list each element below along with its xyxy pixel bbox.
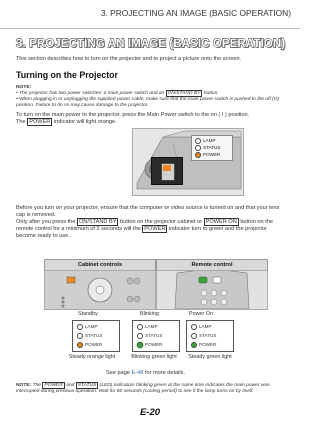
fig-status-row — [195, 145, 220, 151]
power-dot-orange-icon — [77, 342, 83, 348]
main-power-switch-icon — [151, 157, 183, 185]
running-header — [0, 0, 300, 29]
led-lamp-row — [191, 324, 212, 330]
note2-label: NOTE: — [16, 383, 32, 388]
lamp-dot-icon — [137, 324, 143, 330]
note2-a: The — [31, 383, 43, 388]
see-page-pre: See page — [106, 370, 132, 376]
cabinet-controls-figure — [44, 270, 156, 310]
note-bullet-1-post: button. — [202, 91, 219, 96]
note-bullet-2: • When plugging in or unplugging the supplied power cable, make sure that the main power switch is pushed to the off (O) position. Failure to do so may cause damage to the projector. — [16, 97, 280, 108]
note2-c: and — [64, 383, 76, 388]
note2-block — [16, 383, 288, 395]
state-power-on-label: Power On — [189, 311, 213, 317]
caption-steady-green: Steady green light — [188, 354, 232, 360]
page-title: 3. PROJECTING AN IMAGE (BASIC OPERATION) — [16, 38, 286, 50]
power-label-box: POWER — [29, 119, 51, 125]
state-standby-label: Standby — [78, 311, 98, 317]
p3-a: Only after you press the — [16, 219, 77, 225]
led-lamp-label: LAMP — [145, 324, 158, 330]
p3-c: button on the projector cabinet or — [118, 219, 204, 225]
see-page-link[interactable]: E-48 — [131, 370, 144, 376]
caption-blinking-green: Blinking green light — [131, 354, 177, 360]
state-blinking-label: Blinking — [140, 311, 159, 317]
on-standby-label: ON/STAND BY — [167, 91, 201, 96]
power-box: POWER — [144, 226, 166, 232]
power-on-box: POWER ON — [205, 219, 237, 225]
led-lamp-label: LAMP — [199, 324, 212, 330]
led-power-label: POWER — [199, 342, 217, 348]
see-page-post: for more details. — [143, 370, 186, 376]
led-indicator-icon — [186, 320, 234, 352]
note2-d: (LED) indicators blinking green at the same time indicates the main power was interrupted during previous operation. Wait for 60 seconds (cooling period) to see if the lamp turns on by itself. — [16, 383, 270, 394]
led-indicator-icon — [72, 320, 120, 352]
cabinet-controls-header: Cabinet controls — [44, 259, 156, 271]
led-status-label: STATUS — [199, 333, 217, 339]
see-page-text — [106, 370, 185, 377]
note2-power-box: POWER — [44, 383, 63, 388]
cabinet-controls-icon — [45, 271, 155, 309]
led-power-label: POWER — [145, 342, 163, 348]
led-lamp-row — [77, 324, 98, 330]
lamp-dot-icon — [191, 324, 197, 330]
led-power-row — [77, 342, 102, 348]
led-power-row — [191, 342, 216, 348]
power-dot-green-icon — [191, 342, 197, 348]
led-status-row — [137, 333, 162, 339]
p3-line1: Before you turn on your projector, ensure that the computer or video source is turned on and that your lens cap is removed. — [16, 205, 280, 218]
fig-lamp-row — [195, 138, 216, 144]
lamp-led-icon — [195, 138, 201, 144]
intro-text: This section describes how to turn on the projector and to project a picture onto the screen. — [16, 56, 242, 62]
caption-steady-orange: Steady orange light — [68, 354, 116, 360]
led-status-label: STATUS — [145, 333, 163, 339]
projector-figure — [132, 128, 244, 196]
led-lamp-label: LAMP — [85, 324, 98, 330]
fig-status-label: STATUS — [203, 145, 221, 151]
lamp-dot-icon — [77, 324, 83, 330]
p3-d: button on the remote control for a minimum of 2 seconds will the — [16, 219, 273, 232]
fig-power-row — [195, 152, 220, 158]
status-dot-icon — [191, 333, 197, 339]
fig-power-label: POWER — [203, 152, 221, 158]
main-power-pre: The — [16, 119, 28, 125]
main-power-post: indicator will light orange. — [52, 119, 117, 125]
indicator-panel — [191, 135, 233, 161]
fig-lamp-label: LAMP — [203, 138, 216, 144]
status-dot-icon — [137, 333, 143, 339]
led-status-row — [191, 333, 216, 339]
status-dot-icon — [77, 333, 83, 339]
led-status-row — [77, 333, 102, 339]
main-power-line1: To turn on the main power to the projector, press the Main Power switch to the on ( I ) position. — [16, 112, 250, 118]
remote-control-header: Remote control — [156, 259, 268, 271]
led-lamp-row — [137, 324, 158, 330]
power-dot-blinking-green-icon — [137, 342, 143, 348]
on-standby-box: ON/STAND BY — [78, 219, 117, 225]
note2-status-box: STATUS — [77, 383, 97, 388]
note-bullet-1-pre: • The projector has two power switches: a main power switch and an — [16, 91, 166, 96]
led-power-label: POWER — [85, 342, 103, 348]
p3-e: indicator turn to green and the projector become ready to use. — [16, 226, 267, 239]
status-led-icon — [195, 145, 201, 151]
main-power-text — [16, 112, 286, 126]
remote-control-icon — [157, 271, 267, 309]
p3-text — [16, 219, 286, 240]
page-number: E-20 — [139, 407, 161, 418]
power-led-icon — [195, 152, 201, 158]
led-status-label: STATUS — [85, 333, 103, 339]
running-title: 3. PROJECTING AN IMAGE (BASIC OPERATION) — [100, 8, 291, 18]
section-heading: Turning on the Projector — [16, 70, 118, 80]
note-label: NOTE: — [16, 85, 32, 90]
led-power-row — [137, 342, 162, 348]
led-indicator-icon — [132, 320, 180, 352]
note-block — [16, 85, 288, 109]
remote-control-figure — [156, 270, 268, 310]
